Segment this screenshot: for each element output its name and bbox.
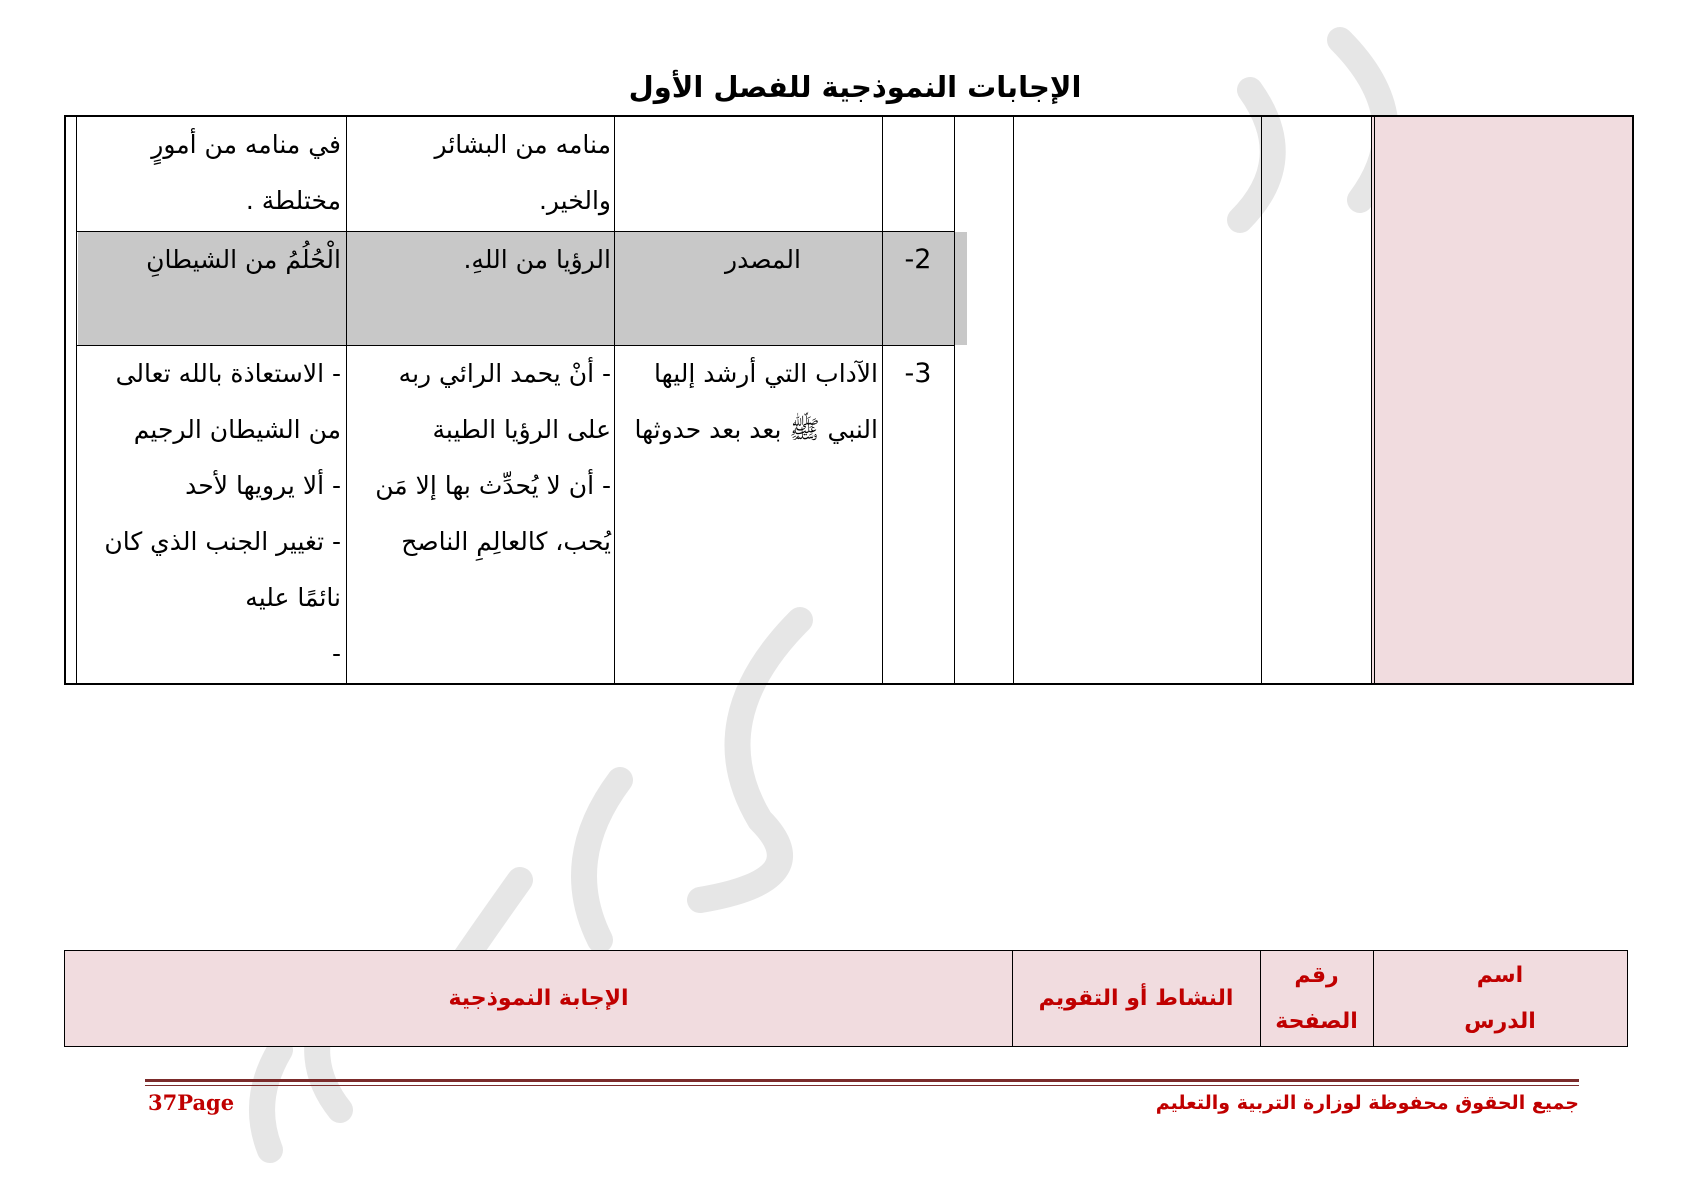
row3-dream <box>81 346 341 682</box>
row3-vision-line1: - أنْ يحمد الرائي ربه <box>398 359 611 388</box>
header-lesson-name <box>1373 951 1627 1046</box>
row1-dream-line2: مختلطة . <box>245 186 341 215</box>
footer-rule <box>145 1079 1579 1082</box>
header-page-number <box>1260 951 1373 1046</box>
row3-dream-line4: - تغيير الجنب الذي كان <box>104 527 341 556</box>
lesson-name-column <box>1371 117 1632 683</box>
row3-vision <box>351 346 611 570</box>
row2-number: 2- <box>904 244 932 275</box>
row3-vision-line3: - أن لا يُحدِّث بها إلا مَن <box>375 471 611 500</box>
row3-item-line2: النبي ﷺ بعد بعد حدوثها <box>634 415 878 444</box>
header-page-number-line2: الصفحة <box>1275 1008 1358 1034</box>
row1-vision-line1: منامه من البشائر <box>434 130 611 159</box>
column-header-table <box>64 950 1628 1047</box>
header-activity: النشاط أو التقويم <box>1038 985 1234 1011</box>
row3-number: 3- <box>904 358 932 389</box>
header-model-answer: الإجابة النموذجية <box>448 985 629 1011</box>
row2-vision: الرؤيا من اللهِ. <box>463 245 611 274</box>
row3-item-line1: الآداب التي أرشد إليها <box>654 359 878 388</box>
row3-dream-line3: - ألا يرويها لأحد <box>185 471 341 500</box>
row3-dream-line2: من الشيطان الرجيم <box>133 415 341 444</box>
row1-vision-line2: والخير. <box>538 186 611 215</box>
page-title: الإجابات النموذجية للفصل الأول <box>628 70 1082 104</box>
row3-vision-line2: على الرؤيا الطيبة <box>432 415 611 444</box>
row3-vision-line4: يُحب، كالعالِمِ الناصح <box>401 527 611 556</box>
footer-page-number: 37Page <box>148 1090 235 1115</box>
row2-item: المصدر <box>725 245 801 274</box>
footer-rights: جميع الحقوق محفوظة لوزارة التربية والتعليم <box>1155 1092 1579 1114</box>
row1-dream-cell <box>81 117 341 229</box>
answers-table <box>64 115 1634 685</box>
footer-rule-thin <box>145 1085 1579 1086</box>
header-lesson-name-line1: اسم <box>1476 962 1524 988</box>
row1-vision-cell <box>351 117 611 229</box>
row2-dream: الْحُلُمُ من الشيطانِ <box>146 245 341 274</box>
row3-dream-line1: - الاستعاذة بالله تعالى <box>115 359 341 388</box>
row3-dream-line5: نائمًا عليه <box>245 583 341 612</box>
header-lesson-name-line2: الدرس <box>1464 1008 1536 1034</box>
row3-dream-line6: - <box>331 639 341 668</box>
row3-item <box>618 346 878 458</box>
header-page-number-line1: رقم <box>1294 962 1339 988</box>
row1-dream-line1: في منامه من أمورٍ <box>151 130 341 159</box>
